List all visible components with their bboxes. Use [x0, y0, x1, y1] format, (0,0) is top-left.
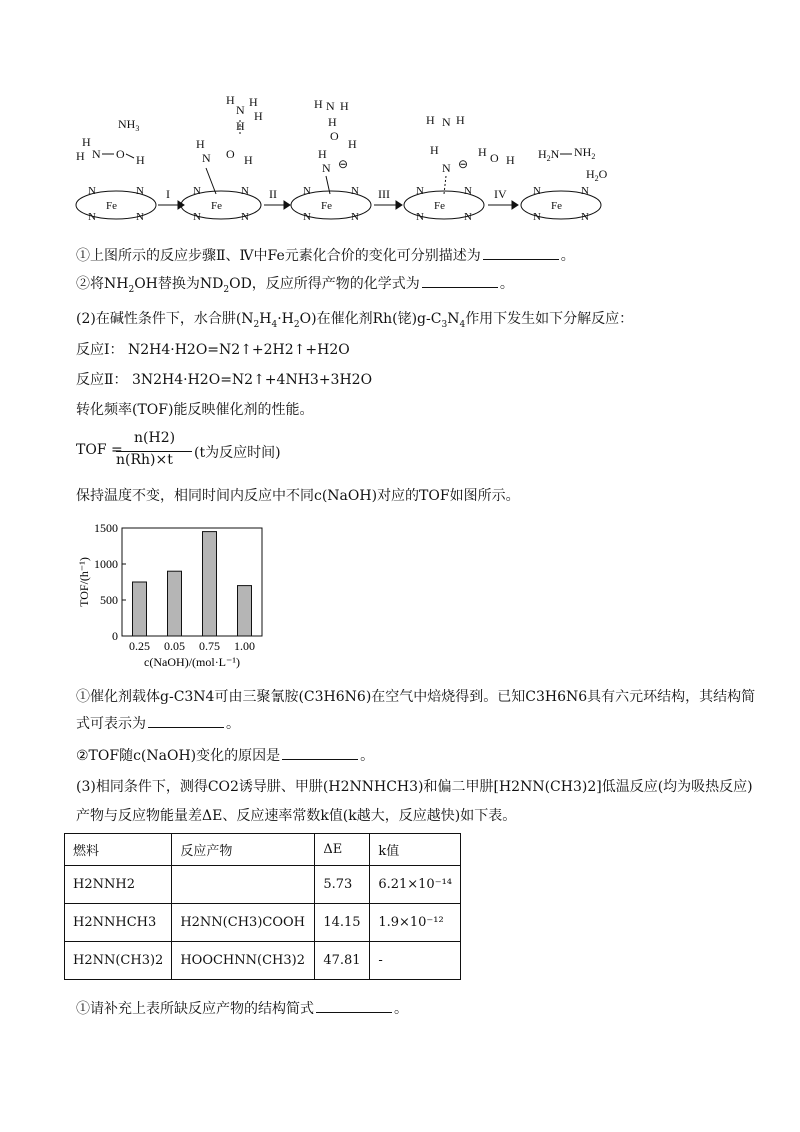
- reaction-2: 反应Ⅱ： 3N2H4·H2O=N2↑+4NH3+3H2O: [76, 372, 373, 388]
- svg-text:⊖: ⊖: [458, 157, 469, 171]
- step-label-4: IV: [494, 187, 507, 201]
- svg-text:N: N: [193, 211, 201, 223]
- svg-text:H: H: [506, 153, 515, 167]
- svg-text:Fe: Fe: [434, 200, 445, 212]
- svg-text:N: N: [136, 211, 144, 223]
- svg-text:N: N: [202, 151, 211, 165]
- svg-text:Fe: Fe: [321, 200, 332, 212]
- table-cell: H2NNH2: [65, 866, 172, 904]
- svg-text:O: O: [116, 147, 125, 161]
- svg-text:H: H: [430, 143, 439, 157]
- q2-item1-a: ①催化剂载体g-C3N4可由三聚氰胺(C3H6N6)在空气中焙烧得到。已知C3H6N6具有六元环结构，其结构简: [76, 689, 756, 705]
- svg-text:H: H: [236, 119, 245, 133]
- svg-text:O: O: [226, 147, 235, 161]
- svg-text:H: H: [226, 93, 235, 107]
- svg-text:Fe: Fe: [106, 200, 117, 212]
- svg-text:N: N: [136, 185, 144, 197]
- svg-text:H: H: [348, 137, 357, 151]
- y-tick-label: 500: [100, 593, 118, 607]
- svg-text:N: N: [416, 185, 424, 197]
- svg-text:H: H: [478, 145, 487, 159]
- svg-text:H: H: [244, 153, 253, 167]
- bar: [203, 532, 217, 636]
- svg-text:N: N: [464, 185, 472, 197]
- table-cell: 5.73: [315, 866, 370, 904]
- answer-blank[interactable]: [282, 745, 358, 760]
- svg-text:H: H: [82, 135, 91, 149]
- x-tick-label: 1.00: [234, 639, 255, 653]
- chart-intro: 保持温度不变，相同时间内反应中不同c(NaOH)对应的TOF如图所示。: [76, 488, 520, 504]
- svg-text:H2N: $H_2N$: [538, 147, 560, 163]
- y-tick-label: 1000: [94, 557, 118, 571]
- svg-text:N: N: [416, 211, 424, 223]
- svg-text:N: N: [351, 211, 359, 223]
- q3-line2: 产物与反应物能量差ΔE、反应速率常数k值(k越大，反应越快)如下表。: [76, 808, 517, 824]
- svg-text:O: O: [490, 151, 499, 165]
- table-row: [65, 866, 461, 904]
- svg-text:N: N: [193, 185, 201, 197]
- answer-blank[interactable]: [148, 713, 224, 728]
- q3-item1: ①请补充上表所缺反应产物的结构简式 。: [76, 998, 408, 1019]
- step-label-2: II: [269, 187, 277, 201]
- y-tick-label: 0: [112, 629, 118, 643]
- table-cell: 1.9×10⁻¹²: [370, 904, 461, 942]
- table-cell: 47.81: [315, 942, 370, 980]
- table-header: k值: [370, 834, 461, 866]
- nh3-label: $NH_3$: [118, 117, 140, 133]
- svg-text:N: N: [464, 211, 472, 223]
- q2-item1-b: 式可表示为 。: [76, 713, 240, 734]
- step-label-3: III: [378, 187, 390, 201]
- table-cell: -: [370, 942, 461, 980]
- tof-description: 转化频率(TOF)能反映催化剂的性能。: [76, 402, 314, 418]
- svg-text:N: N: [351, 185, 359, 197]
- y-tick-label: 1500: [94, 521, 118, 535]
- table-cell: H2NNHCH3: [65, 904, 172, 942]
- svg-text:N: N: [88, 211, 96, 223]
- table-header-row: [65, 834, 461, 866]
- table-cell: HOOCHNN(CH3)2: [172, 942, 315, 980]
- svg-text:H: H: [314, 97, 323, 111]
- tof-bar-chart: [70, 516, 290, 676]
- svg-text:H: H: [136, 153, 145, 167]
- svg-text:N: N: [533, 211, 541, 223]
- y-axis-label: TOF/(h⁻¹): [77, 557, 91, 607]
- svg-text:H: H: [196, 137, 205, 151]
- table-cell[interactable]: [172, 866, 315, 904]
- answer-blank[interactable]: [422, 273, 498, 288]
- q1-item1: ①上图所示的反应步骤Ⅱ、Ⅳ中Fe元素化合价的变化可分别描述为 。: [76, 245, 575, 266]
- svg-text:H: H: [340, 99, 349, 113]
- svg-text:Fe: Fe: [551, 200, 562, 212]
- x-axis-label: c(NaOH)/(mol·L⁻¹): [144, 655, 240, 669]
- svg-text:O: O: [330, 129, 339, 143]
- svg-text:Fe: Fe: [211, 200, 222, 212]
- svg-text:H: H: [456, 113, 465, 127]
- table-cell: 14.15: [315, 904, 370, 942]
- table-header: 燃料: [65, 834, 172, 866]
- q1-item2: ②将$NH_2OH$替换为$ND_2OD$，反应所得产物的化学式为 。: [76, 273, 514, 300]
- svg-text:N: N: [241, 185, 249, 197]
- q2-item2: ②TOF随c(NaOH)变化的原因是 。: [76, 745, 374, 766]
- svg-text:N: N: [303, 185, 311, 197]
- table-header: 反应产物: [172, 834, 315, 866]
- svg-text:N: N: [92, 147, 101, 161]
- table-cell: H2NN(CH3)COOH: [172, 904, 315, 942]
- x-tick-label: 0.75: [199, 639, 220, 653]
- svg-text:N: N: [322, 161, 331, 175]
- energy-table: [64, 833, 461, 980]
- svg-text:H2O: $H_2O$: [586, 167, 608, 183]
- svg-text:H: H: [249, 95, 258, 109]
- svg-text:N: N: [241, 211, 249, 223]
- svg-text:N: N: [581, 185, 589, 197]
- svg-text:N: N: [533, 185, 541, 197]
- svg-text:N: N: [88, 185, 96, 197]
- table-cell: 6.21×10⁻¹⁴: [370, 866, 461, 904]
- table-row: [65, 942, 461, 980]
- svg-text:H: H: [254, 109, 263, 123]
- svg-text:⊖: ⊖: [338, 157, 349, 171]
- table-header: ΔE: [315, 834, 370, 866]
- svg-text:N: N: [581, 211, 589, 223]
- answer-blank[interactable]: [483, 245, 559, 260]
- q2-intro: (2)在碱性条件下，水合肼$(N_2H_4\cdot H_2O)$在催化剂Rh(铑)$g-C_3N_4$作用下发生如下分解反应：: [76, 311, 634, 330]
- svg-text:N: N: [442, 161, 451, 175]
- x-tick-label: 0.05: [164, 639, 185, 653]
- bar: [238, 586, 252, 636]
- svg-text:N: N: [442, 115, 451, 129]
- svg-text:N: N: [326, 99, 335, 113]
- step-label-1: I: [166, 187, 170, 201]
- bar: [168, 571, 182, 636]
- svg-text:H: H: [426, 113, 435, 127]
- x-tick-label: 0.25: [129, 639, 150, 653]
- svg-text:NH2: $NH_2$: [574, 145, 596, 161]
- table-cell: H2NN(CH3)2: [65, 942, 172, 980]
- q3-line1: (3)相同条件下，测得CO2诱导肼、甲肼(H2NNHCH3)和偏二甲肼[H2NN(CH3)2]低温反应(均为吸热反应): [76, 779, 753, 795]
- answer-blank[interactable]: [316, 998, 392, 1013]
- bar: [133, 582, 147, 636]
- svg-text:N: N: [236, 103, 245, 117]
- svg-text:N: N: [303, 211, 311, 223]
- reaction-scheme: [66, 90, 626, 240]
- svg-text:H: H: [318, 147, 327, 161]
- table-row: [65, 904, 461, 942]
- reaction-1: 反应Ⅰ： N2H4·H2O=N2↑+2H2↑+H2O: [76, 342, 350, 358]
- svg-text:H: H: [328, 115, 337, 129]
- svg-text:H: H: [76, 149, 85, 163]
